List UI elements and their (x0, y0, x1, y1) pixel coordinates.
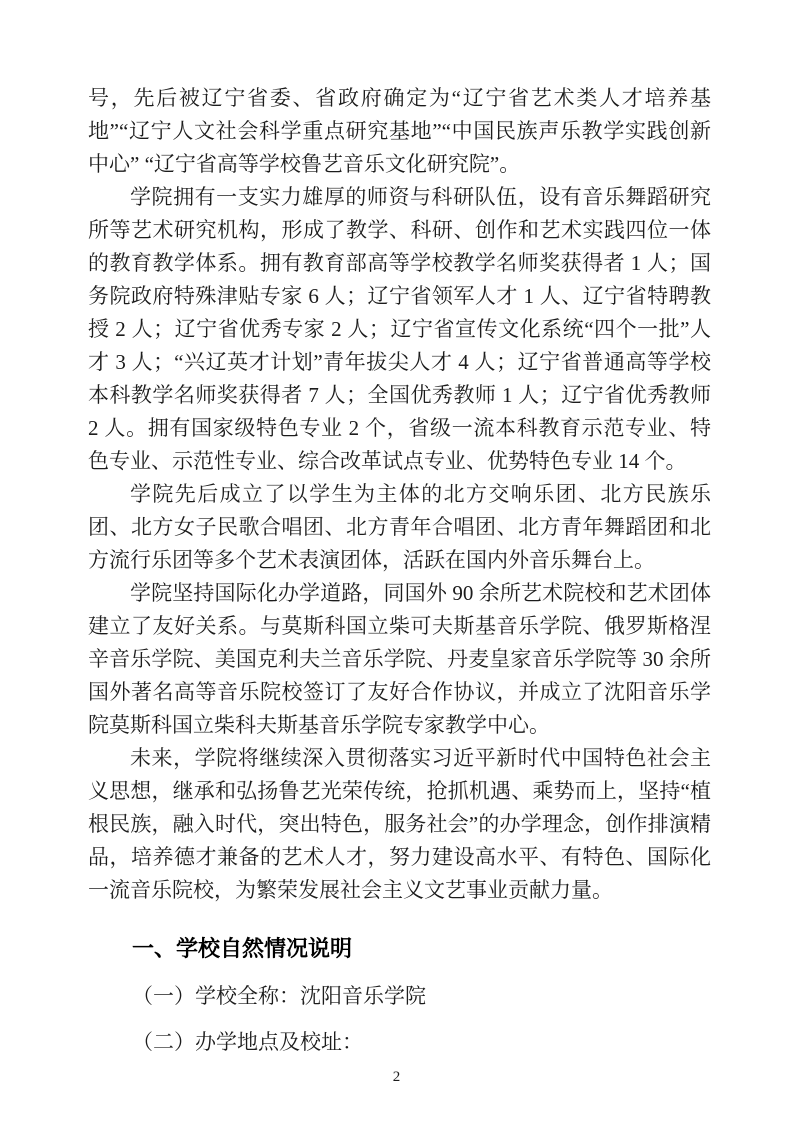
document-body (88, 82, 711, 1065)
paragraph: 学院坚持国际化办学道路，同国外 90 余所艺术院校和艺术团体建立了友好关系。与莫斯科国立柴可夫斯基音乐学院、俄罗斯格涅辛音乐学院、美国克利夫兰音乐学院、丹麦皇家音乐学院等 30 余所国外著名高等音乐院校签订了友好合作协议，并成立了沈阳音乐学院莫斯科国立柴科夫斯基音乐学院专家教学中心。 (88, 581, 711, 737)
paragraph: 学院先后成立了以学生为主体的北方交响乐团、北方民族乐团、北方女子民歌合唱团、北方青年合唱团、北方青年舞蹈团和北方流行乐团等多个艺术表演团体，活跃在国内外音乐舞台上。 (88, 482, 711, 572)
paragraph: 学院拥有一支实力雄厚的师资与科研队伍，设有音乐舞蹈研究所等艺术研究机构，形成了教学、科研、创作和艺术实践四位一体的教育教学体系。拥有教育部高等学校教学名师奖获得者 1 人；国务院政府特殊津贴专家 6 人；辽宁省领军人才 1 人、辽宁省特聘教授 2 人；辽宁省优秀专家 2 人；辽宁省宣传文化系统“四个一批”人才 3 人；“兴辽英才计划”青年拔尖人才 4 人；辽宁省普通高等学校本科教学名师奖获得者 7 人；全国优秀教师 1 人；辽宁省优秀教师 2 人。拥有国家级特色专业 2 个，省级一流本科教育示范专业、特色专业、示范性专业、综合改革试点专业、优势特色专业 14 个。 (88, 185, 711, 473)
paragraphs-container (88, 82, 711, 907)
paragraph: 号，先后被辽宁省委、省政府确定为“辽宁省艺术类人才培养基地”“辽宁人文社会科学重点研究基地”“中国民族声乐教学实践创新中心” “辽宁省高等学校鲁艺音乐文化研究院”。 (88, 86, 711, 176)
page-number: 2 (392, 1069, 401, 1085)
list-items-container (88, 973, 711, 1065)
paragraph: 未来，学院将继续深入贯彻落实习近平新时代中国特色社会主义思想，继承和弘扬鲁艺光荣传统，抢抓机遇、乘势而上，坚持“植根民族，融入时代，突出特色，服务社会”的办学理念，创作排演精品，培养德才兼备的艺术人才，努力建设高水平、有特色、国际化一流音乐院校，为繁荣发展社会主义文艺事业贡献力量。 (88, 746, 711, 902)
list-item: （一）学校全称：沈阳音乐学院 (132, 984, 426, 1008)
list-item: （二）办学地点及校址： (132, 1030, 363, 1054)
section-heading: 一、学校自然情况说明 (132, 936, 353, 961)
